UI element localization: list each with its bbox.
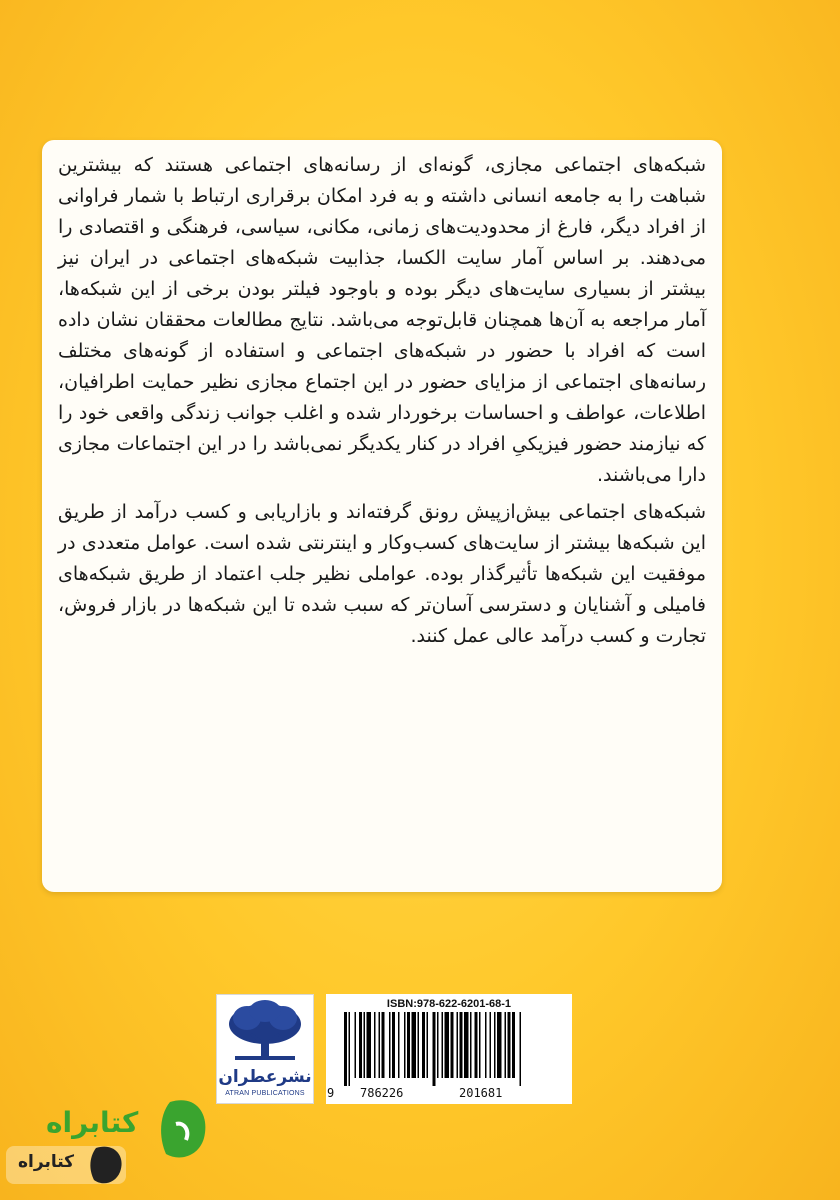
paragraph-2: شبکه‌های اجتماعی بیش‌ازپیش رونق گرفته‌اند و بازاریابی و کسب درآمد از طریق این شبکه‌ها بیشتر از سایت‌های کسب‌وکار و اینترنتی شده است. عوامل متعددی در موفقیت این شبکه‌ها تأثیرگذار بوده. عواملی نظیر جلب اعتماد از طریق شبکه‌های فامیلی و آشنایان و دسترسی آسان‌تر که سبب شده تا این شبکه‌ها در بازار فروش، تجارت و کسب درآمد عالی عمل کنند. (58, 501, 706, 647)
barcode-digit-first: 9 (327, 1086, 335, 1100)
publisher-name-latin: ATRAN PUBLICATIONS (225, 1090, 305, 1097)
isbn-barcode (326, 994, 572, 1104)
publisher-logo (216, 994, 314, 1104)
ketabrah-brand-main: کتابراه (46, 1106, 139, 1139)
isbn-label: ISBN:978-622-6201-68-1 (386, 998, 512, 1010)
back-cover-text-panel (42, 140, 722, 892)
ketabrah-watermark (0, 1080, 230, 1200)
barcode-digits-left: 786226 (360, 1086, 404, 1100)
ketabrah-brand-small: کتابراه (18, 1152, 75, 1172)
paragraph-1: شبکه‌های اجتماعی مجازی، گونه‌ای از رسانه‌های اجتماعی هستند که بیشترین شباهت را به جامعه انسانی داشته و به فرد امکان برقراری ارتباط با شمار فراوانی از افراد دیگر، فارغ از محدودیت‌های زمانی، مکانی، سیاسی، فرهنگی و اقتصادی را می‌دهند. بر اساس آمار سایت الکسا، جذابیت شبکه‌های اجتماعی در ایران نیز بیشتر از بسیاری سایت‌های دیگر بوده و باوجود فیلتر بودن برخی از این شبکه‌ها، آمار مراجعه به آن‌ها همچنان قابل‌توجه می‌باشد. نتایج مطالعات محققان نشان داده است که افراد با حضور در شبکه‌های اجتماعی و استفاده از گونه‌های مختلف رسانه‌های اجتماعی از مزایای حضور در این اجتماع مجازی نظیر حمایت اطرافیان، اطلاعات، عواطف و احساسات برخوردار شده و اغلب جوانب زندگی واقعی خود را که نیازمند حضور فیزیکیِ افراد در کنار یکدیگر نمی‌باشد را در این اجتماعات مجازی دارا می‌باشند. (58, 154, 706, 486)
barcode-digits-right: 201681 (459, 1086, 503, 1100)
publisher-name: نشرعطران (218, 1067, 312, 1087)
barcode-icon (332, 1012, 566, 1086)
ketabrah-leaf-icon (161, 1100, 205, 1157)
tree-logo-icon (221, 998, 309, 1066)
